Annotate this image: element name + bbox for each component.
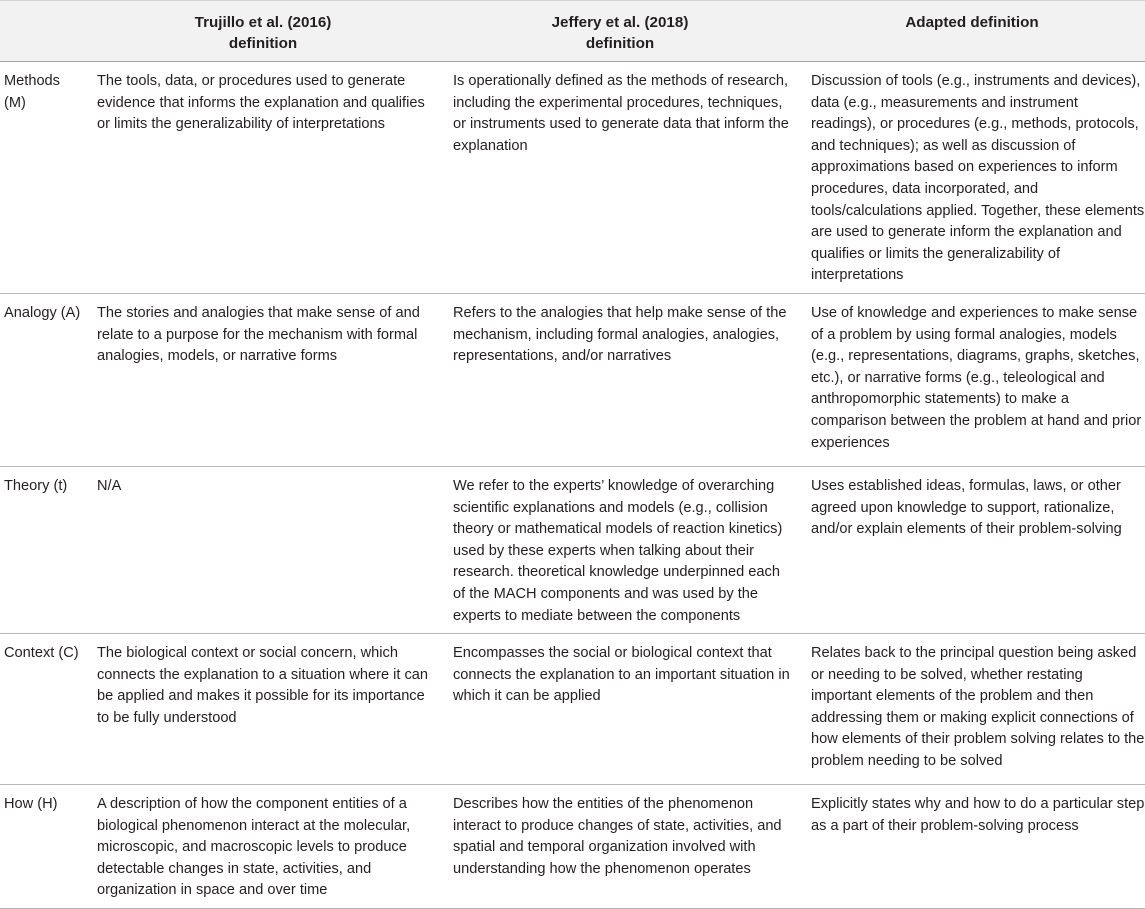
term-cell: How (H) (0, 785, 85, 909)
adapted-cell: Relates back to the principal question being asked or needing to be solved, whether restating important elements of the problem and then addressing them or making explicit connections of how elements of their problem solving relates to the problem needing to be solved (799, 634, 1145, 785)
term-cell: Context (C) (0, 634, 85, 785)
adapted-cell: Discussion of tools (e.g., instruments and devices), data (e.g., measurements and instrument readings), or procedures (e.g., methods, protocols, and techniques); as well as discussion of approximations based on experiences to inform procedures, data incorporated, and tools/calculations applied. Together, these elements are used to generate inform the explanation and qualifies or limits the generalizability of interpretations (799, 62, 1145, 294)
trujillo-cell: N/A (85, 466, 441, 633)
header-term (0, 1, 85, 62)
table-row-theory (0, 466, 1145, 633)
jeffery-cell: Encompasses the social or biological context that connects the explanation to an important situation in which it can be applied (441, 634, 799, 785)
jeffery-cell: Refers to the analogies that help make sense of the mechanism, including formal analogies, analogies, representations, and/or narratives (441, 293, 799, 466)
header-trujillo-line2: definition (228, 35, 298, 52)
header-jeffery-line1: Jeffery et al. (2018) (551, 14, 689, 31)
table-row-how (0, 785, 1145, 909)
trujillo-cell: The tools, data, or procedures used to generate evidence that informs the explanation and qualifies or limits the generalizability of interpretations (85, 62, 441, 294)
jeffery-cell: Is operationally defined as the methods of research, including the experimental procedures, techniques, or instruments used to generate data that inform the explanation (441, 62, 799, 294)
jeffery-cell: We refer to the experts’ knowledge of overarching scientific explanations and models (e.g., collision theory or mathematical models of reaction kinetics) used by these experts when talking about their research. theoretical knowledge underpinned each of the MACH components and was used by the experts to mediate between the components (441, 466, 799, 633)
trujillo-cell: The biological context or social concern, which connects the explanation to a situation where it can be applied and makes it possible for its importance to be fully understood (85, 634, 441, 785)
adapted-cell: Use of knowledge and experiences to make sense of a problem by using formal analogies, models (e.g., representations, diagrams, graphs, sketches, etc.), or narrative forms (e.g., teleological and anthropomorphic statements) to make a comparison between the problem at hand and prior experiences (799, 293, 1145, 466)
term-cell: Theory (t) (0, 466, 85, 633)
header-row (0, 1, 1145, 62)
trujillo-cell: The stories and analogies that make sense of and relate to a purpose for the mechanism with formal analogies, models, or narrative forms (85, 293, 441, 466)
adapted-cell: Explicitly states why and how to do a particular step as a part of their problem-solving process (799, 785, 1145, 909)
jeffery-cell: Describes how the entities of the phenomenon interact to produce changes of state, activities, and spatial and temporal organization involved with understanding how the phenomenon operates (441, 785, 799, 909)
trujillo-cell: A description of how the component entities of a biological phenomenon interact at the molecular, microscopic, and macroscopic levels to produce detectable changes in state, activities, and organization in space and over time (85, 785, 441, 909)
header-jeffery-line2: definition (585, 35, 655, 52)
header-trujillo-line1: Trujillo et al. (2016) (194, 14, 332, 31)
table-row-methods (0, 62, 1145, 294)
table-row-analogy (0, 293, 1145, 466)
header-trujillo (85, 1, 441, 62)
term-cell: Methods (M) (0, 62, 85, 294)
term-cell: Analogy (A) (0, 293, 85, 466)
header-jeffery (441, 1, 799, 62)
adapted-cell: Uses established ideas, formulas, laws, or other agreed upon knowledge to support, rationalize, and/or explain elements of their problem-solving (799, 466, 1145, 633)
table-row-context (0, 634, 1145, 785)
header-adapted-line1: Adapted definition (905, 14, 1039, 31)
header-adapted (799, 1, 1145, 62)
